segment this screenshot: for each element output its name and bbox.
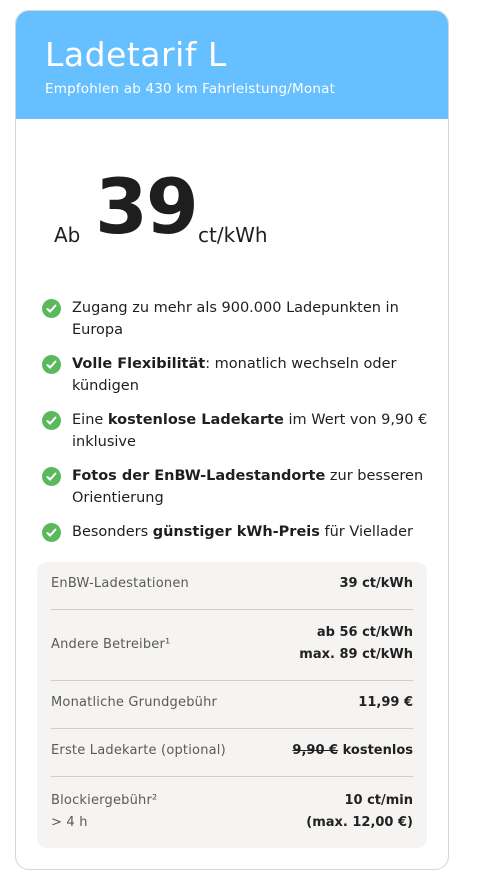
row-value: 39 ct/kWh [339, 576, 413, 591]
table-row [51, 680, 413, 729]
row-value-line: 10 ct/min [344, 793, 413, 808]
row-label: Andere Betreiber¹ [51, 637, 171, 652]
feature-item [42, 353, 432, 397]
check-circle-icon [42, 355, 61, 374]
feature-text: für Viellader [319, 524, 413, 540]
feature-bold-text: Volle Flexibilität [72, 356, 206, 372]
price-unit: ct/kWh [198, 223, 268, 247]
row-value: 11,99 € [358, 695, 413, 710]
row-value-line: ab 56 ct/kWh [316, 625, 413, 640]
feature-text: im Wert von 9,90 € inklusive [72, 412, 428, 450]
row-value-line: max. 89 ct/kWh [299, 647, 413, 662]
feature-text: : monatlich wechseln oder kündigen [72, 356, 397, 394]
feature-bold-text: kostenlose Ladekarte [107, 412, 284, 428]
price-display [54, 162, 414, 259]
row-label [51, 790, 157, 834]
tariff-card [15, 10, 449, 870]
row-label: Erste Ladekarte (optional) [51, 743, 226, 758]
feature-text: zur besseren Orientierung [72, 468, 424, 506]
row-value [306, 790, 413, 834]
feature-item [42, 521, 432, 543]
row-label-line: Blockiergebühr² [51, 793, 158, 808]
feature-bold-text: günstiger kWh-Preis [152, 524, 320, 540]
table-row [51, 728, 413, 777]
row-label: Monatliche Grundgebühr [51, 695, 218, 710]
check-circle-icon [42, 523, 61, 542]
row-label: EnBW-Ladestationen [51, 576, 189, 591]
row-value-line: (max. 12,00 €) [306, 815, 413, 830]
tariff-subtitle: Empfohlen ab 430 km Fahrleistung/Monat [45, 81, 336, 97]
table-row [51, 562, 413, 610]
row-value [292, 740, 413, 762]
price-table [37, 562, 427, 848]
feature-bold-text: Fotos der EnBW-Ladestandorte [72, 468, 326, 484]
tariff-title: Ladetarif L [45, 35, 227, 74]
price-prefix: Ab [54, 223, 81, 247]
feature-item [42, 409, 432, 453]
old-price: 9,90 € [292, 743, 339, 758]
row-value [299, 622, 413, 666]
price-value: 39 [95, 162, 197, 251]
check-circle-icon [42, 467, 61, 486]
feature-item [42, 465, 432, 509]
feature-text: Zugang zu mehr als 900.000 Ladepunkten in Europa [72, 300, 399, 338]
feature-text: Besonders [72, 524, 153, 540]
feature-list [42, 297, 432, 555]
table-row [51, 776, 413, 848]
feature-item [42, 297, 432, 341]
table-row [51, 609, 413, 681]
new-price: kostenlos [342, 743, 413, 758]
feature-text: Eine [72, 412, 108, 428]
tariff-header [16, 11, 448, 119]
check-circle-icon [42, 299, 61, 318]
row-label-line: > 4 h [51, 815, 88, 830]
check-circle-icon [42, 411, 61, 430]
